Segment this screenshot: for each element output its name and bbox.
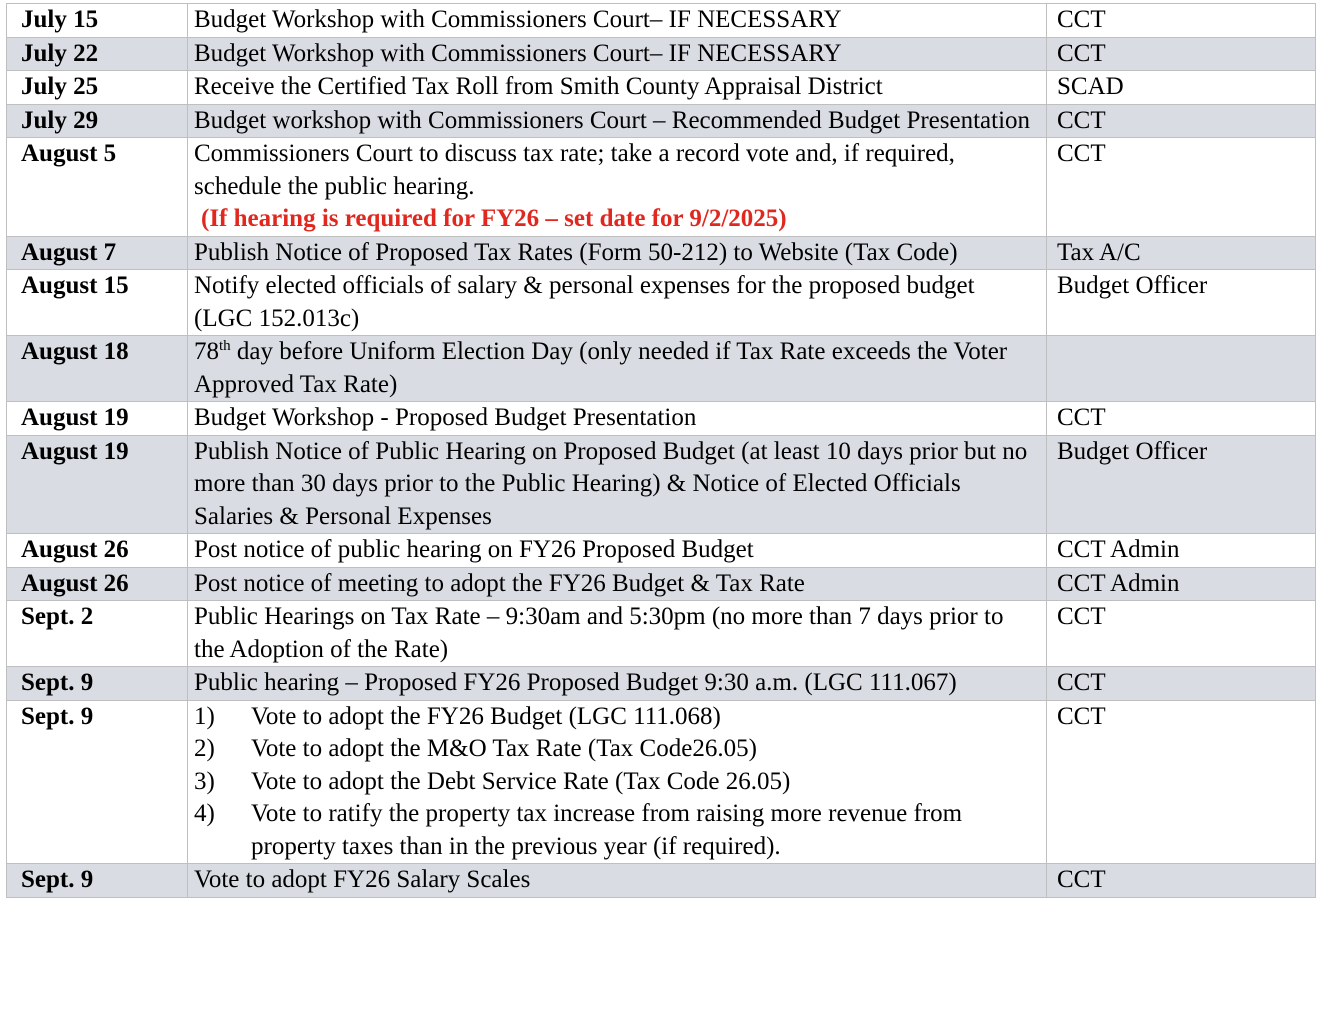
vote-steps-list	[194, 701, 1036, 864]
table-row	[7, 4, 1316, 38]
task-cell: Vote to adopt FY26 Salary Scales	[188, 864, 1047, 898]
budget-calendar-table	[6, 3, 1316, 898]
responsible-cell: CCT	[1047, 864, 1316, 898]
table-row	[7, 270, 1316, 336]
responsible-cell: Budget Officer	[1047, 270, 1316, 336]
table-row	[7, 402, 1316, 436]
task-text: Commissioners Court to discuss tax rate; take a record vote and, if required, schedule the public hearing.	[194, 140, 955, 200]
table-row	[7, 567, 1316, 601]
table-row	[7, 534, 1316, 568]
list-item	[194, 798, 1036, 863]
step-number: 4)	[194, 800, 215, 827]
task-cell: Notify elected officials of salary & personal expenses for the proposed budget (LGC 152.013c)	[188, 270, 1047, 336]
table-row	[7, 336, 1316, 402]
responsible-cell: CCT	[1047, 667, 1316, 701]
task-cell: Receive the Certified Tax Roll from Smith County Appraisal District	[188, 71, 1047, 105]
task-cell: Post notice of meeting to adopt the FY26 Budget & Tax Rate	[188, 567, 1047, 601]
responsible-cell: CCT	[1047, 138, 1316, 237]
responsible-cell: Tax A/C	[1047, 236, 1316, 270]
task-cell: Post notice of public hearing on FY26 Proposed Budget	[188, 534, 1047, 568]
date-cell: July 22	[7, 37, 188, 71]
responsible-cell: CCT	[1047, 700, 1316, 864]
table-row	[7, 236, 1316, 270]
task-cell	[188, 138, 1047, 237]
step-text: Vote to ratify the property tax increase from raising more revenue from property taxes than in the previous year (if required).	[251, 800, 963, 860]
step-number: 1)	[194, 702, 215, 730]
task-text: day before Uniform Election Day (only needed if Tax Rate exceeds the Voter Approved Tax Rate)	[194, 338, 1008, 398]
task-cell	[188, 336, 1047, 402]
responsible-cell	[1047, 336, 1316, 402]
step-number: 3)	[194, 767, 215, 795]
table-row	[7, 71, 1316, 105]
responsible-cell: CCT	[1047, 402, 1316, 436]
table-row	[7, 435, 1316, 534]
date-cell: Sept. 9	[7, 700, 188, 864]
list-item	[194, 766, 1036, 799]
table-row	[7, 138, 1316, 237]
hearing-note: (If hearing is required for FY26 – set date for 9/2/2025)	[201, 205, 787, 232]
task-cell: Budget Workshop - Proposed Budget Presentation	[188, 402, 1047, 436]
date-cell: Sept. 9	[7, 864, 188, 898]
ordinal-suffix: th	[219, 338, 231, 354]
table-row	[7, 104, 1316, 138]
list-item	[194, 733, 1036, 766]
task-cell: Public Hearings on Tax Rate – 9:30am and 5:30pm (no more than 7 days prior to the Adoption of the Rate)	[188, 601, 1047, 667]
task-cell: Publish Notice of Proposed Tax Rates (Form 50-212) to Website (Tax Code)	[188, 236, 1047, 270]
date-cell: July 29	[7, 104, 188, 138]
responsible-cell: CCT	[1047, 104, 1316, 138]
date-cell: August 7	[7, 236, 188, 270]
task-cell: Budget workshop with Commissioners Court – Recommended Budget Presentation	[188, 104, 1047, 138]
step-number: 2)	[194, 735, 215, 762]
table-row	[7, 601, 1316, 667]
date-cell: Sept. 9	[7, 667, 188, 701]
step-text: Vote to adopt the Debt Service Rate (Tax Code 26.05)	[251, 767, 791, 795]
responsible-cell: CCT	[1047, 601, 1316, 667]
date-cell: August 19	[7, 435, 188, 534]
date-cell: August 19	[7, 402, 188, 436]
date-cell: August 15	[7, 270, 188, 336]
step-text: Vote to adopt the FY26 Budget (LGC 111.068)	[251, 702, 721, 730]
responsible-cell: CCT Admin	[1047, 567, 1316, 601]
date-cell: August 5	[7, 138, 188, 237]
step-text: Vote to adopt the M&O Tax Rate (Tax Code26.05)	[251, 735, 757, 762]
responsible-cell: CCT	[1047, 37, 1316, 71]
task-cell: Budget Workshop with Commissioners Court– IF NECESSARY	[188, 4, 1047, 38]
task-cell: Publish Notice of Public Hearing on Proposed Budget (at least 10 days prior but no more than 30 days prior to the Public Hearing) & Notice of Elected Officials Salaries & Personal Expenses	[188, 435, 1047, 534]
task-cell: Public hearing – Proposed FY26 Proposed Budget 9:30 a.m. (LGC 111.067)	[188, 667, 1047, 701]
date-cell: July 25	[7, 71, 188, 105]
list-item	[194, 701, 1036, 734]
table-row	[7, 37, 1316, 71]
table-row	[7, 667, 1316, 701]
table-row	[7, 864, 1316, 898]
date-cell: July 15	[7, 4, 188, 38]
task-cell: Budget Workshop with Commissioners Court– IF NECESSARY	[188, 37, 1047, 71]
responsible-cell: SCAD	[1047, 71, 1316, 105]
table-row	[7, 700, 1316, 864]
day-number: 78	[194, 338, 219, 365]
date-cell: August 18	[7, 336, 188, 402]
responsible-cell: CCT	[1047, 4, 1316, 38]
task-cell	[188, 700, 1047, 864]
responsible-cell: Budget Officer	[1047, 435, 1316, 534]
date-cell: Sept. 2	[7, 601, 188, 667]
responsible-cell: CCT Admin	[1047, 534, 1316, 568]
date-cell: August 26	[7, 567, 188, 601]
date-cell: August 26	[7, 534, 188, 568]
